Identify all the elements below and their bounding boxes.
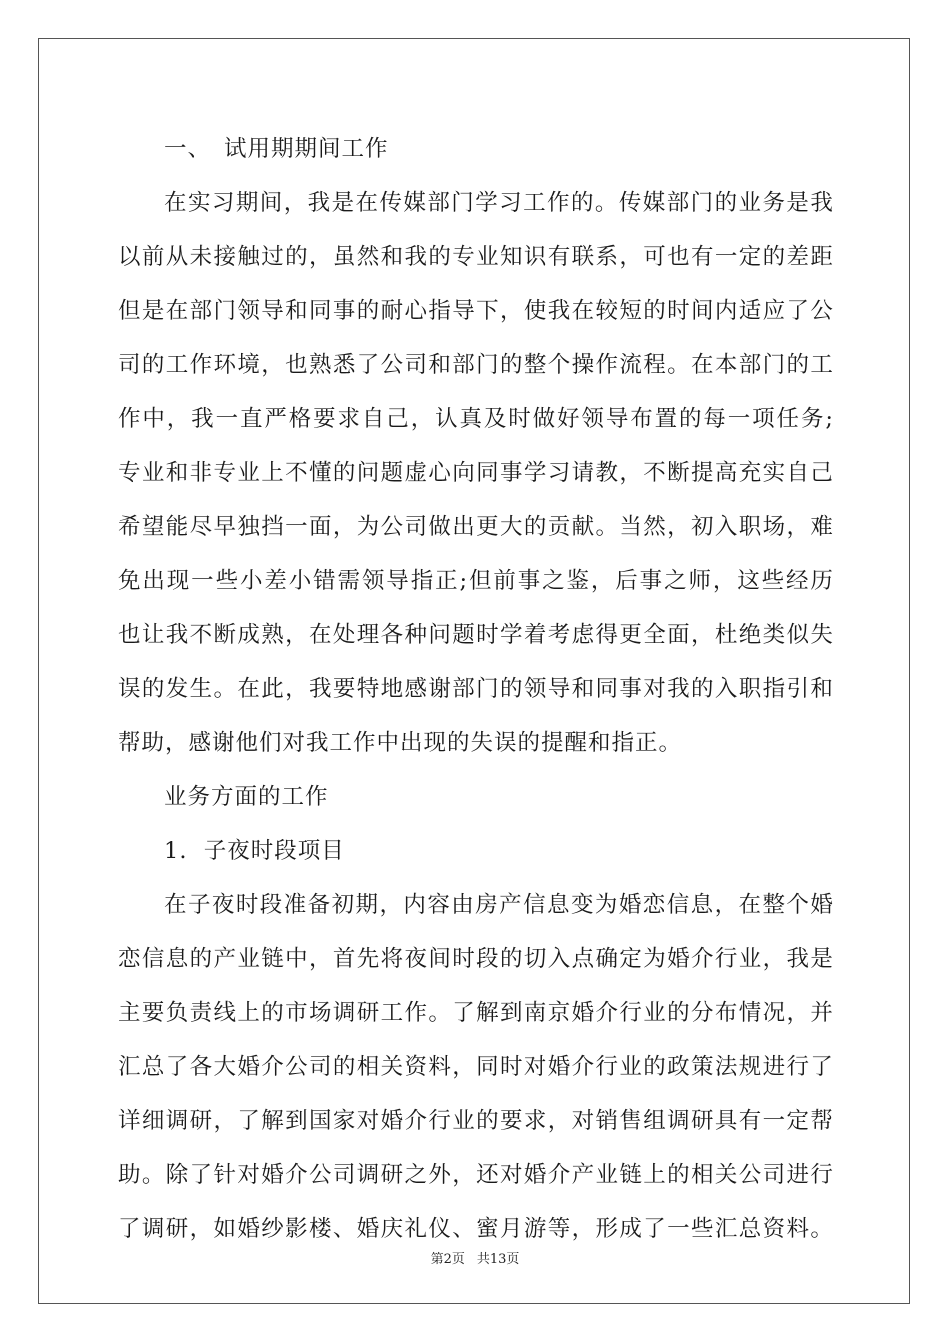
paragraph-probation-work <box>118 176 834 770</box>
paragraph-line: 专 业 和 非 专 业 上 不 懂 的 问 题 虚 心 向 同 事 学 习 请 教 ， 不 断 提 高 充 实 自 己 <box>118 460 834 486</box>
paragraph-line: 以 前 从 未 接 触 过 的 ， 虽 然 和 我 的 专 业 知 识 有 联 系 ， 可 也 有 一 定 的 差 距 <box>118 244 834 270</box>
page-footer <box>0 1248 950 1267</box>
page-total: 共13页 <box>476 1252 520 1267</box>
paragraph-line: 助 。 除 了 针 对 婚 介 公 司 调 研 之 外 ， 还 对 婚 介 产 业 链 上 的 相 关 公 司 进 行 <box>118 1162 834 1188</box>
paragraph-line: 帮助，感谢他们对我工作中出现的失误的提醒和指正。 <box>118 730 683 756</box>
paragraph-line: 恋 信 息 的 产 业 链 中 ， 首 先 将 夜 间 时 段 的 切 入 点 确 定 为 婚 介 行 业 ， 我 是 <box>118 946 834 972</box>
paragraph-line: 在 实 习 期 间 ， 我 是 在 传 媒 部 门 学 习 工 作 的 。 传 媒 部 门 的 业 务 是 我 <box>164 190 834 216</box>
paragraph-midnight-project <box>118 878 834 1256</box>
paragraph-line: 误 的 发 生 。 在 此 ， 我 要 特 地 感 谢 部 门 的 领 导 和 同 事 对 我 的 入 职 指 引 和 <box>118 676 834 702</box>
paragraph-line: 免 出 现 一 些 小 差 小 错 需 领 导 指 正 ; 但 前 事 之 鉴 ， 后 事 之 师 ， 这 些 经 历 <box>118 568 834 594</box>
paragraph-line: 司 的 工 作 环 境 ， 也 熟 悉 了 公 司 和 部 门 的 整 个 操 作 流 程 。 在 本 部 门 的 工 <box>118 352 834 378</box>
paragraph-line: 详 细 调 研 ， 了 解 到 国 家 对 婚 介 行 业 的 要 求 ， 对 销 售 组 调 研 具 有 一 定 帮 <box>118 1108 834 1134</box>
paragraph-line: 汇 总 了 各 大 婚 介 公 司 的 相 关 资 料 ， 同 时 对 婚 介 行 业 的 政 策 法 规 进 行 了 <box>118 1054 834 1080</box>
section-number: 一、 <box>164 136 212 162</box>
paragraph-line: 了 调 研 ， 如 婚 纱 影 楼 、 婚 庆 礼 仪 、 蜜 月 游 等 ， 形 成 了 一 些 汇 总 资 料 。 <box>118 1216 834 1242</box>
page-number: 第2页 <box>430 1252 465 1267</box>
document-body <box>118 122 834 1256</box>
paragraph-line: 但 是 在 部 门 领 导 和 同 事 的 耐 心 指 导 下 ， 使 我 在 较 短 的 时 间 内 适 应 了 公 <box>118 298 834 324</box>
section-title: 试用期期间工作 <box>224 136 389 162</box>
item-heading-1 <box>118 824 834 878</box>
item-title: 子夜时段项目 <box>203 838 345 864</box>
paragraph-line: 主 要 负 责 线 上 的 市 场 调 研 工 作 。 了 解 到 南 京 婚 介 行 业 的 分 布 情 况 ， 并 <box>118 1000 834 1026</box>
paragraph-line: 也 让 我 不 断 成 熟 ， 在 处 理 各 种 问 题 时 学 着 考 虑 得 更 全 面 ， 杜 绝 类 似 失 <box>118 622 834 648</box>
item-number: 1. <box>164 838 188 864</box>
paragraph-line: 希 望 能 尽 早 独 挡 一 面 ， 为 公 司 做 出 更 大 的 贡 献 。 当 然 ， 初 入 职 场 ， 难 <box>118 514 834 540</box>
section-heading-2: 业务方面的工作 <box>164 784 329 810</box>
paragraph-line: 作 中 ， 我 一 直 严 格 要 求 自 己 ， 认 真 及 时 做 好 领 导 布 置 的 每 一 项 任 务 ; <box>118 406 834 432</box>
paragraph-line: 在 子 夜 时 段 准 备 初 期 ， 内 容 由 房 产 信 息 变 为 婚 恋 信 息 ， 在 整 个 婚 <box>164 892 834 918</box>
section-heading-1 <box>118 122 834 176</box>
